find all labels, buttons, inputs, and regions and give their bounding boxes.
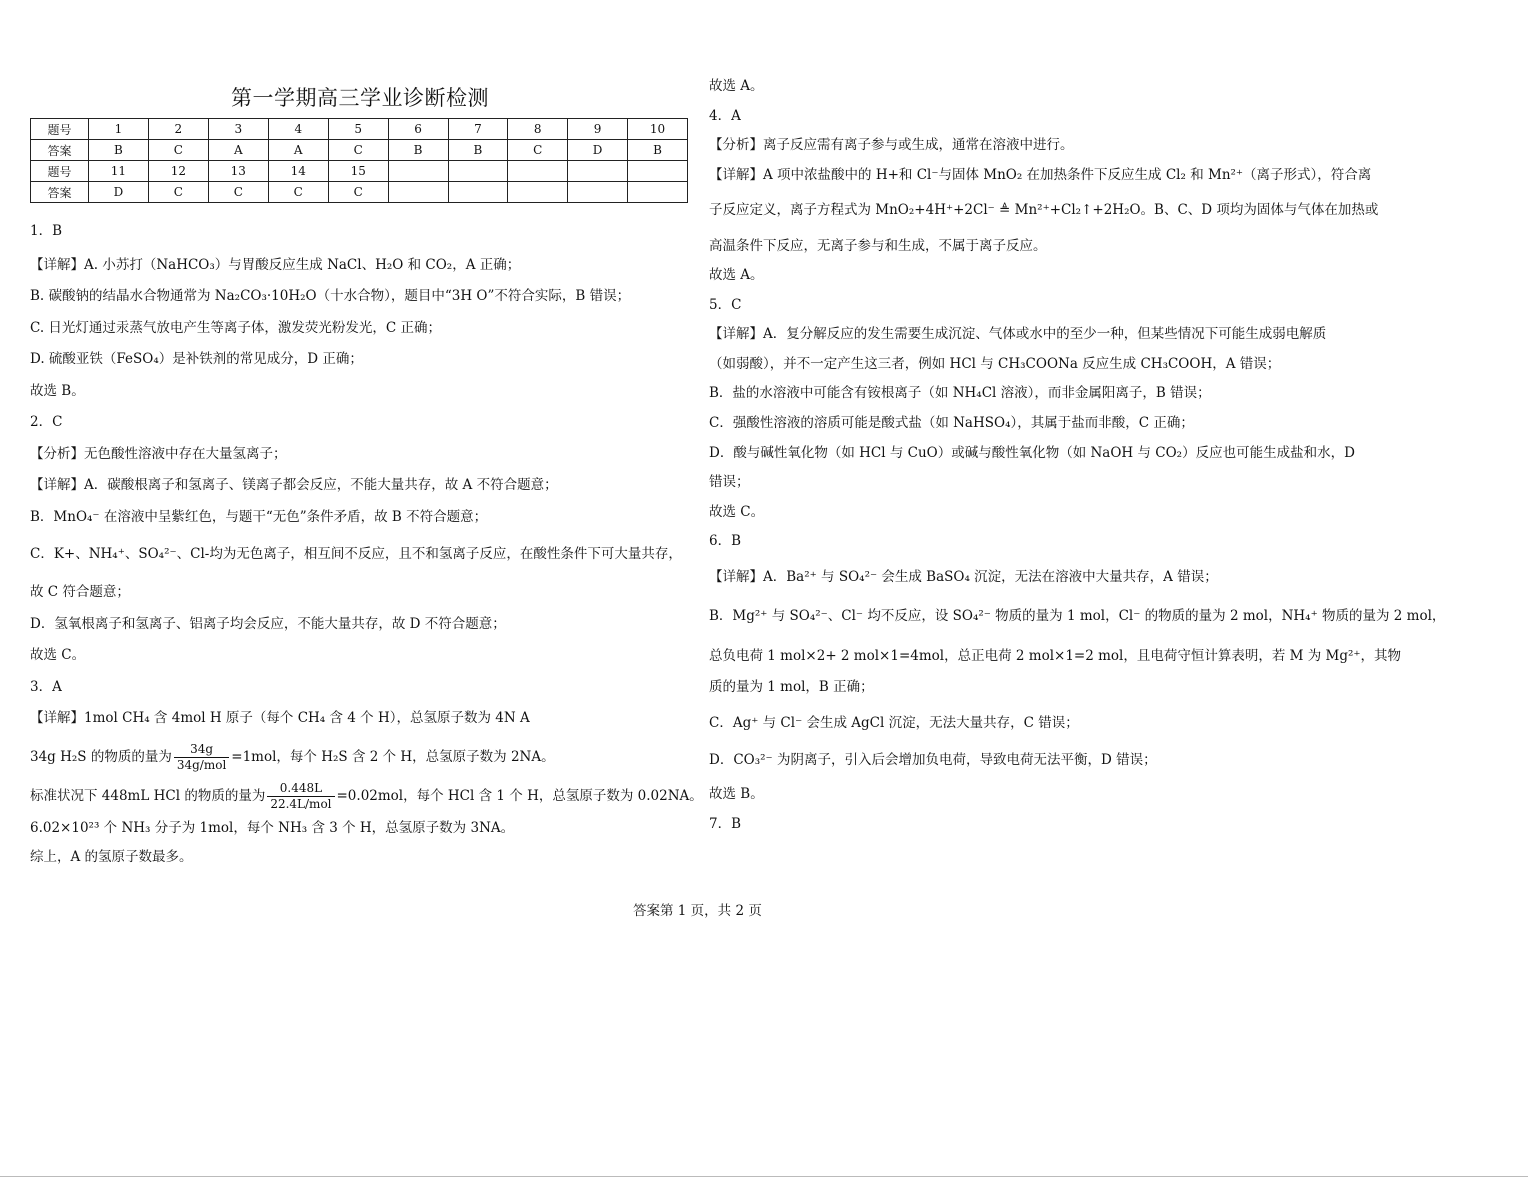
left-column [30, 78, 703, 879]
answer-table-cell: 15 [328, 161, 388, 182]
text-line: 总负电荷 1 mol×2+ 2 mol×1=4mol，总正电荷 2 mol×1=2 mol，且电荷守恒计算表明，若 M 为 Mg²⁺，其物 [709, 647, 1402, 664]
text-line: B．盐的水溶液中可能含有铵根离子（如 NH₄Cl 溶液），而非金属阳离子，B 错误； [709, 385, 1211, 402]
answer-table-cell [448, 161, 508, 182]
answer-table-cell: C [148, 140, 208, 161]
answer-table-cell: 13 [208, 161, 268, 182]
text-line: D. 硫酸亚铁（FeSO₄）是补铁剂的常见成分，D 正确； [30, 351, 363, 368]
text-line: 5．C [709, 296, 742, 313]
answer-table-row [31, 161, 688, 182]
answer-table-cell: C [508, 140, 568, 161]
answer-table-cell: B [388, 140, 448, 161]
answer-table [30, 118, 688, 203]
answer-table-cell: A [208, 140, 268, 161]
answer-table-cell: C [328, 182, 388, 203]
text-line: 错误； [709, 474, 750, 491]
text-line: C．Ag⁺ 与 Cl⁻ 会生成 AgCl 沉淀，无法大量共存，C 错误； [709, 714, 1079, 731]
fraction [174, 742, 229, 773]
answer-table-cell: 1 [88, 119, 148, 140]
text-line: 故选 C。 [709, 503, 765, 520]
answer-table-cell [627, 161, 687, 182]
text-line: 【详解】A．复分解反应的发生需要生成沉淀、气体或水中的至少一种，但某些情况下可能生成弱电解质 [709, 326, 1327, 343]
text-line: 1．B [30, 223, 63, 239]
answer-table-cell [568, 161, 628, 182]
text-line: C．强酸性溶液的溶质可能是酸式盐（如 NaHSO₄），其属于盐而非酸，C 正确； [709, 415, 1194, 432]
answer-table-cell: B [627, 140, 687, 161]
fraction-line-prefix: 34g H₂S 的物质的量为 [30, 748, 172, 765]
answer-table-cell: 4 [268, 119, 328, 140]
left-tail-block [30, 820, 690, 867]
text-line: 【详解】A. 小苏打（NaHCO₃）与胃酸反应生成 NaCl、H₂O 和 CO₂，A 正确； [30, 256, 521, 273]
text-line: 高温条件下反应，无离子参与和生成，不属于离子反应。 [709, 237, 1047, 254]
answer-table-cell: 2 [148, 119, 208, 140]
text-line: B．MnO₄⁻ 在溶液中呈紫红色，与题干“无色”条件矛盾，故 B 不符合题意； [30, 508, 488, 525]
text-line: 【分析】无色酸性溶液中存在大量氢离子； [30, 445, 287, 462]
answer-table-row [31, 182, 688, 203]
answer-table-cell [508, 161, 568, 182]
text-line: D．酸与碱性氧化物（如 HCl 与 CuO）或碱与酸性氧化物（如 NaOH 与 CO₂）反应也可能生成盐和水，D [709, 444, 1355, 461]
text-line: D．氢氧根离子和氢离子、铝离子均会反应，不能大量共存，故 D 不符合题意； [30, 615, 506, 632]
answer-table-row [31, 140, 688, 161]
right-text-block [709, 78, 1446, 833]
answer-table-cell: 3 [208, 119, 268, 140]
text-line: C. 日光灯通过汞蒸气放电产生等离子体，激发荧光粉发光，C 正确； [30, 319, 442, 336]
answer-table-cell: 7 [448, 119, 508, 140]
text-line: 故选 C。 [30, 647, 86, 664]
text-line: D．CO₃²⁻ 为阴离子，引入后会增加负电荷，导致电荷无法平衡，D 错误； [709, 752, 1157, 769]
answer-table-cell [627, 182, 687, 203]
answer-table-cell: C [148, 182, 208, 203]
answer-table-cell: B [448, 140, 508, 161]
answer-table-cell: 9 [568, 119, 628, 140]
fraction-line-suffix: =1mol，每个 H₂S 含 2 个 H，总氢原子数为 2NA。 [231, 748, 555, 765]
text-line: 故 C 符合题意； [30, 584, 130, 601]
text-line: B．Mg²⁺ 与 SO₄²⁻、Cl⁻ 均不反应，设 SO₄²⁻ 物质的量为 1 mol，Cl⁻ 的物质的量为 2 mol，NH₄⁺ 物质的量为 2 mol， [709, 608, 1446, 625]
text-line: 故选 A。 [709, 78, 764, 94]
fraction-denominator: 34g/mol [176, 757, 227, 772]
answer-table-cell [508, 182, 568, 203]
answer-table-cell: A [268, 140, 328, 161]
answer-table-cell: D [568, 140, 628, 161]
fraction-line [30, 742, 690, 773]
bottom-divider [0, 1176, 1528, 1177]
fraction [267, 781, 334, 812]
fraction-line [30, 780, 703, 812]
answer-table-cell [388, 161, 448, 182]
text-line: 3．A [30, 678, 62, 695]
answer-table-header-cell: 题号 [31, 119, 89, 140]
right-column [709, 78, 1446, 845]
fraction-numerator: 0.448L [267, 781, 334, 797]
answer-table-cell [568, 182, 628, 203]
text-line: 【分析】离子反应需有离子参与或生成，通常在溶液中进行。 [709, 137, 1074, 154]
fraction-line-suffix: =0.02mol，每个 HCl 含 1 个 H，总氢原子数为 0.02NA。 [336, 787, 703, 804]
text-line: 故选 A。 [709, 267, 764, 284]
answer-table-cell: 10 [627, 119, 687, 140]
text-line: 【详解】1mol CH₄ 含 4mol H 原子（每个 CH₄ 含 4 个 H），总氢原子数为 4N A [30, 710, 530, 727]
answer-table-cell: 5 [328, 119, 388, 140]
answer-table-cell: 14 [268, 161, 328, 182]
answer-table-cell [448, 182, 508, 203]
text-line: 【详解】A．碳酸根离子和氢离子、镁离子都会反应，不能大量共存，故 A 不符合题意； [30, 477, 558, 494]
answer-table-row [31, 119, 688, 140]
answer-table-cell: 6 [388, 119, 448, 140]
answer-table-header-cell: 题号 [31, 161, 89, 182]
answer-table-cell: 12 [148, 161, 208, 182]
page-footer: 答案第 1 页，共 2 页 [633, 903, 762, 919]
text-line: 7．B [709, 815, 742, 832]
fraction-line-prefix: 标准状况下 448mL HCl 的物质的量为 [30, 787, 266, 804]
answer-table-cell: C [268, 182, 328, 203]
left-fraction-block [30, 741, 703, 812]
text-line: 4．A [709, 107, 741, 124]
fraction-numerator: 34g [174, 742, 229, 758]
answer-table-cell: B [88, 140, 148, 161]
answer-table-cell: 8 [508, 119, 568, 140]
text-line: 【详解】A．Ba²⁺ 与 SO₄²⁻ 会生成 BaSO₄ 沉淀，无法在溶液中大量共存，A 错误； [709, 568, 1218, 585]
page-title: 第一学期高三学业诊断检测 [231, 86, 489, 110]
text-line: C．K+、NH₄⁺、SO₄²⁻、Cl-均为无色离子，相互间不反应，且不和氢离子反应，在酸性条件下可大量共存， [30, 546, 682, 563]
text-line: （如弱酸），并不一定产生这三者，例如 HCl 与 CH₃COONa 反应生成 CH₃COOH，A 错误； [709, 355, 1281, 372]
text-line: 综上，A 的氢原子数最多。 [30, 849, 193, 866]
text-line: 故选 B。 [30, 382, 85, 399]
fraction-denominator: 22.4L/mol [270, 796, 332, 811]
left-text-block [30, 223, 690, 728]
text-line: 【详解】A 项中浓盐酸中的 H+和 Cl⁻与固体 MnO₂ 在加热条件下反应生成 Cl₂ 和 Mn²⁺（离子形式），符合离 [709, 166, 1372, 183]
text-line: 2．C [30, 414, 63, 431]
answer-table-header-cell: 答案 [31, 140, 89, 161]
text-line: 子反应定义，离子方程式为 MnO₂+4H⁺+2Cl⁻ ≜ Mn²⁺+Cl₂↑+2H₂O。B、C、D 项均为固体与气体在加热或 [709, 202, 1379, 219]
text-line: 质的量为 1 mol，B 正确； [709, 679, 874, 696]
text-line: 6.02×10²³ 个 NH₃ 分子为 1mol，每个 NH₃ 含 3 个 H，总氢原子数为 3NA。 [30, 819, 515, 836]
answer-table-header-cell: 答案 [31, 182, 89, 203]
text-line: 故选 B。 [709, 786, 764, 803]
answer-table-cell: 11 [88, 161, 148, 182]
answer-table-cell: D [88, 182, 148, 203]
text-line: B. 碳酸钠的结晶水合物通常为 Na₂CO₃·10H₂O（十水合物），题目中“3H O”不符合实际，B 错误； [30, 288, 631, 305]
text-line: 6．B [709, 533, 742, 550]
answer-table-cell: C [208, 182, 268, 203]
answer-table-cell [388, 182, 448, 203]
answer-table-cell: C [328, 140, 388, 161]
